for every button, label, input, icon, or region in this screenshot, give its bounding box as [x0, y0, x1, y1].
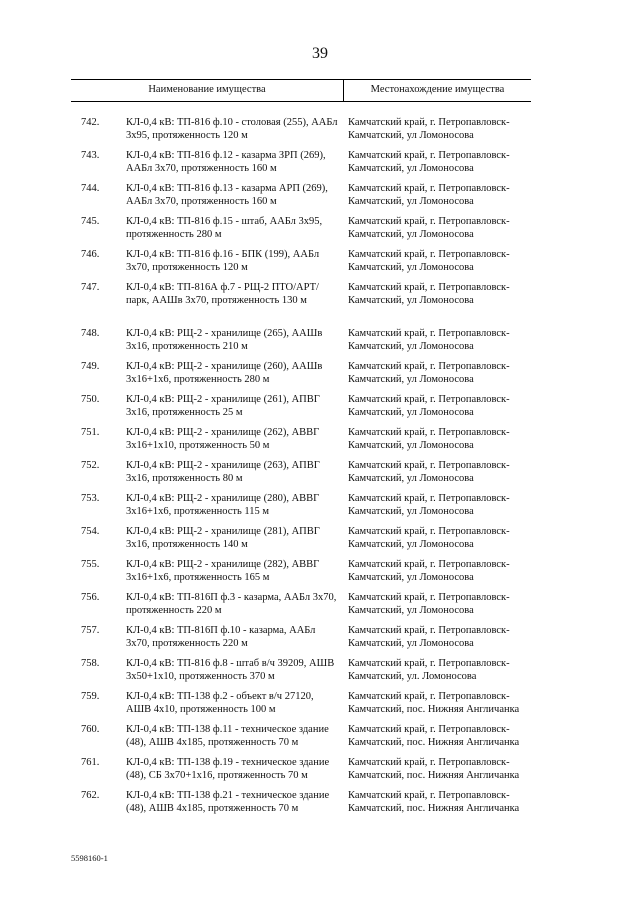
row-number: 751. [81, 427, 100, 438]
table-row [71, 327, 531, 353]
row-number: 745. [81, 216, 100, 227]
row-number: 760. [81, 724, 100, 735]
table-body [71, 116, 531, 816]
page-number: 39 [312, 45, 328, 62]
property-location: Камчатский край, г. Петропавловск-Камчатский, ул Ломоносова [348, 559, 510, 583]
property-location: Камчатский край, г. Петропавловск-Камчатский, ул Ломоносова [348, 394, 510, 418]
property-name: КЛ-0,4 кВ: ТП-816 ф.16 - БПК (199), ААБл 3х70, протяженность 120 м [126, 249, 320, 273]
table-row [71, 657, 531, 683]
property-name: КЛ-0,4 кВ: ТП-816 ф.10 - столовая (255), ААБл 3х95, протяженность 120 м [126, 117, 338, 141]
property-location: Камчатский край, г. Петропавловск-Камчатский, ул Ломоносова [348, 361, 510, 385]
property-name: КЛ-0,4 кВ: ТП-816А ф.7 - РЩ-2 ПТО/АРТ/парк, ААШв 3х70, протяженность 130 м [126, 282, 319, 306]
row-number: 758. [81, 658, 100, 669]
table-row [71, 281, 531, 307]
property-name: КЛ-0,4 кВ: РЩ-2 - хранилище (282), АВВГ 3х16+1х6, протяженность 165 м [126, 559, 320, 583]
row-number: 750. [81, 394, 100, 405]
table-row [71, 360, 531, 386]
property-location: Камчатский край, г. Петропавловск-Камчатский, ул Ломоносова [348, 150, 510, 174]
property-name: КЛ-0,4 кВ: РЩ-2 - хранилище (281), АПВГ 3х16, протяженность 140 м [126, 526, 320, 550]
row-number: 755. [81, 559, 100, 570]
table-row [71, 492, 531, 518]
row-number: 761. [81, 757, 100, 768]
property-name: КЛ-0,4 кВ: ТП-138 ф.2 - объект в/ч 27120, АШВ 4х10, протяженность 100 м [126, 691, 314, 715]
property-name: КЛ-0,4 кВ: РЩ-2 - хранилище (261), АПВГ 3х16, протяженность 25 м [126, 394, 320, 418]
table-row [71, 789, 531, 815]
property-name: КЛ-0,4 кВ: ТП-816П ф.10 - казарма, ААБл 3х70, протяженность 220 м [126, 625, 316, 649]
property-name: КЛ-0,4 кВ: ТП-816 ф.8 - штаб в/ч 39209, АШВ 3х50+1х10, протяженность 370 м [126, 658, 335, 682]
property-name: КЛ-0,4 кВ: ТП-816 ф.15 - штаб, ААБл 3х95, протяженность 280 м [126, 216, 323, 240]
row-number: 744. [81, 183, 100, 194]
property-location: Камчатский край, г. Петропавловск-Камчатский, ул Ломоносова [348, 282, 510, 306]
table-row [71, 525, 531, 551]
property-location: Камчатский край, г. Петропавловск-Камчатский, ул Ломоносова [348, 625, 510, 649]
row-number: 743. [81, 150, 100, 161]
row-number: 747. [81, 282, 100, 293]
table-row [71, 393, 531, 419]
table-row [71, 690, 531, 716]
document-code: 5598160-1 [71, 853, 108, 863]
property-location: Камчатский край, г. Петропавловск-Камчатский, пос. Нижняя Англичанка [348, 691, 520, 715]
property-name: КЛ-0,4 кВ: РЩ-2 - хранилище (265), ААШв 3х16, протяженность 210 м [126, 328, 323, 352]
property-location: Камчатский край, г. Петропавловск-Камчатский, ул Ломоносова [348, 427, 510, 451]
header-property-location: Местонахождение имущества [370, 84, 505, 95]
row-number: 759. [81, 691, 100, 702]
property-name: КЛ-0,4 кВ: ТП-138 ф.19 - техническое здание (48), СБ 3х70+1х16, протяженность 70 м [126, 757, 330, 781]
property-location: Камчатский край, г. Петропавловск-Камчатский, пос. Нижняя Англичанка [348, 790, 520, 814]
property-location: Камчатский край, г. Петропавловск-Камчатский, ул Ломоносова [348, 592, 510, 616]
property-name: КЛ-0,4 кВ: ТП-816 ф.13 - казарма АРП (269), ААБл 3х70, протяженность 160 м [126, 183, 328, 207]
property-name: КЛ-0,4 кВ: РЩ-2 - хранилище (260), ААШв 3х16+1х6, протяженность 280 м [126, 361, 323, 385]
table-row [71, 624, 531, 650]
property-name: КЛ-0,4 кВ: ТП-138 ф.21 - техническое здание (48), АШВ 4х185, протяженность 70 м [126, 790, 330, 814]
property-name: КЛ-0,4 кВ: ТП-816П ф.3 - казарма, ААБл 3х70, протяженность 220 м [126, 592, 337, 616]
row-number: 749. [81, 361, 100, 372]
table-row [71, 116, 531, 142]
table-row [71, 248, 531, 274]
property-location: Камчатский край, г. Петропавловск-Камчатский, ул Ломоносова [348, 493, 510, 517]
row-number: 757. [81, 625, 100, 636]
property-name: КЛ-0,4 кВ: РЩ-2 - хранилище (262), АВВГ 3х16+1х10, протяженность 50 м [126, 427, 320, 451]
row-number: 753. [81, 493, 100, 504]
property-table [71, 79, 531, 816]
row-number: 756. [81, 592, 100, 603]
property-name: КЛ-0,4 кВ: ТП-138 ф.11 - техническое здание (48), АШВ 4х185, протяженность 70 м [126, 724, 329, 748]
row-number: 752. [81, 460, 100, 471]
property-name: КЛ-0,4 кВ: РЩ-2 - хранилище (280), АВВГ 3х16+1х6, протяженность 115 м [126, 493, 320, 517]
property-location: Камчатский край, г. Петропавловск-Камчатский, ул. Ломоносова [348, 658, 510, 682]
property-location: Камчатский край, г. Петропавловск-Камчатский, пос. Нижняя Англичанка [348, 757, 520, 781]
row-number: 742. [81, 117, 100, 128]
table-row [71, 149, 531, 175]
table-row [71, 591, 531, 617]
row-number: 746. [81, 249, 100, 260]
property-location: Камчатский край, г. Петропавловск-Камчатский, ул Ломоносова [348, 117, 510, 141]
table-row [71, 756, 531, 782]
table-row [71, 182, 531, 208]
property-location: Камчатский край, г. Петропавловск-Камчатский, ул Ломоносова [348, 183, 510, 207]
property-name: КЛ-0,4 кВ: ТП-816 ф.12 - казарма ЗРП (269), ААБл 3х70, протяженность 160 м [126, 150, 326, 174]
property-location: Камчатский край, г. Петропавловск-Камчатский, пос. Нижняя Англичанка [348, 724, 520, 748]
row-number: 754. [81, 526, 100, 537]
property-location: Камчатский край, г. Петропавловск-Камчатский, ул Ломоносова [348, 216, 510, 240]
property-location: Камчатский край, г. Петропавловск-Камчатский, ул Ломоносова [348, 526, 510, 550]
property-location: Камчатский край, г. Петропавловск-Камчатский, ул Ломоносова [348, 328, 510, 352]
property-name: КЛ-0,4 кВ: РЩ-2 - хранилище (263), АПВГ 3х16, протяженность 80 м [126, 460, 320, 484]
property-location: Камчатский край, г. Петропавловск-Камчатский, ул Ломоносова [348, 460, 510, 484]
row-number: 762. [81, 790, 100, 801]
table-row [71, 723, 531, 749]
table-row [71, 459, 531, 485]
row-number: 748. [81, 328, 100, 339]
table-header [71, 79, 531, 102]
table-row [71, 215, 531, 241]
table-row [71, 426, 531, 452]
property-location: Камчатский край, г. Петропавловск-Камчатский, ул Ломоносова [348, 249, 510, 273]
header-property-name: Наименование имущества [148, 84, 266, 95]
table-row [71, 558, 531, 584]
